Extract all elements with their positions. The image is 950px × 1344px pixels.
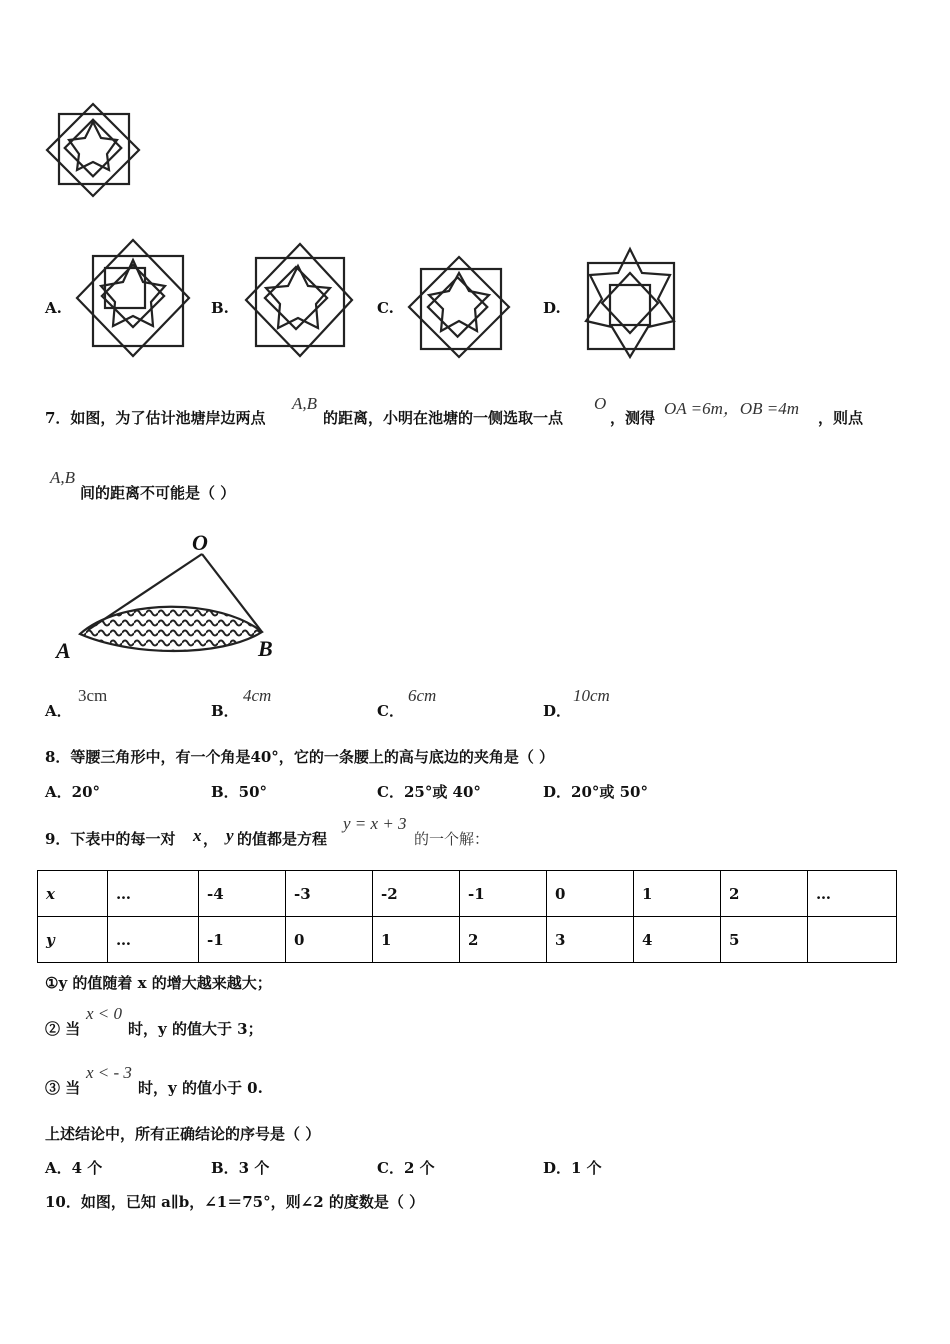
q7-text-part2: 的距离，小明在池塘的一侧选取一点 xyxy=(323,409,564,427)
q10-text: 10．如图，已知 a∥b，∠1＝75°，则∠2 的度数是（ ） xyxy=(45,1193,425,1211)
q7-math-ab: A,B xyxy=(292,394,318,413)
table-cell: -2 xyxy=(373,871,460,917)
table-cell: -1 xyxy=(460,871,547,917)
q6-option-b-label[interactable]: B. xyxy=(211,299,229,317)
figure-label-b: B xyxy=(258,636,273,661)
q9-var-y: y xyxy=(226,826,234,845)
q7-option-a-value[interactable]: 3cm xyxy=(78,686,108,705)
table-cell: -4 xyxy=(199,871,286,917)
table-cell: -3 xyxy=(286,871,373,917)
q6-option-c-label[interactable]: C. xyxy=(377,299,394,317)
table-cell: … xyxy=(808,871,897,917)
q7-text-part1: 7．如图，为了估计池塘岸边两点 xyxy=(45,409,266,427)
q8-option-d[interactable]: D．20°或 50° xyxy=(543,783,648,801)
q7-math-o: O xyxy=(594,394,607,413)
table-cell: 1 xyxy=(373,917,460,963)
q7-math-ab2: A,B xyxy=(50,468,76,487)
q7-option-d-value[interactable]: 10cm xyxy=(573,686,610,705)
table-cell: 1 xyxy=(634,871,721,917)
q9-statement-3-condition: x < - 3 xyxy=(86,1063,132,1082)
pond-figure xyxy=(50,528,290,668)
q9-comma: ， xyxy=(203,830,219,848)
q9-option-c[interactable]: C．2 个 xyxy=(377,1159,435,1177)
q9-text-part1: 9．下表中的每一对 xyxy=(45,830,176,848)
q8-option-a[interactable]: A．20° xyxy=(45,783,101,801)
table-cell: x xyxy=(38,871,108,917)
q7-math-measure: OA =6m，OB =4m xyxy=(664,399,800,418)
table-cell: 5 xyxy=(721,917,808,963)
q9-option-a[interactable]: A．4 个 xyxy=(45,1159,103,1177)
q9-statement-1: ①y 的值随着 x 的增大越来越大； xyxy=(45,974,272,992)
q9-statement-2-prefix: ② 当 xyxy=(45,1020,81,1038)
q7-option-b-letter[interactable]: B． xyxy=(211,702,239,720)
figure-label-a: A xyxy=(56,638,71,663)
q7-text-line2: 间的距离不可能是（ ） xyxy=(80,484,236,502)
q9-statement-2-suffix: 时，y 的值大于 3； xyxy=(128,1020,263,1038)
table-cell: 0 xyxy=(547,871,634,917)
q9-statement-2-condition: x < 0 xyxy=(86,1004,123,1023)
q9-text-part3: 的一个解： xyxy=(414,830,490,848)
q8-text: 8．等腰三角形中，有一个角是40°，它的一条腰上的高与底边的夹角是（ ） xyxy=(45,748,555,766)
q7-option-b-value[interactable]: 4cm xyxy=(243,686,272,705)
q8-option-c[interactable]: C．25°或 40° xyxy=(377,783,481,801)
q8-option-b[interactable]: B．50° xyxy=(211,783,268,801)
q9-var-x: x xyxy=(193,826,202,845)
table-row-x xyxy=(38,871,897,917)
table-cell: -1 xyxy=(199,917,286,963)
q6-option-d-figure[interactable] xyxy=(570,245,688,363)
q9-statement-3-prefix: ③ 当 xyxy=(45,1079,81,1097)
values-table xyxy=(37,870,897,963)
q7-text-part4: ，则点 xyxy=(818,409,864,427)
q7-option-a-letter[interactable]: A． xyxy=(45,702,72,720)
q9-option-d[interactable]: D．1 个 xyxy=(543,1159,602,1177)
table-cell: 2 xyxy=(460,917,547,963)
q9-question: 上述结论中，所有正确结论的序号是（ ） xyxy=(45,1125,321,1143)
q9-option-b[interactable]: B．3 个 xyxy=(211,1159,270,1177)
q7-option-c-value[interactable]: 6cm xyxy=(408,686,437,705)
table-cell: y xyxy=(38,917,108,963)
q6-option-a-figure[interactable] xyxy=(75,238,190,358)
table-cell: 0 xyxy=(286,917,373,963)
figure-label-o: O xyxy=(192,530,208,555)
table-cell: … xyxy=(108,917,199,963)
q7-option-d-letter[interactable]: D． xyxy=(543,702,572,720)
q7-text-part3: ，测得 xyxy=(610,409,656,427)
reference-pattern-figure xyxy=(45,100,145,200)
q9-statement-3-suffix: 时，y 的值小于 0. xyxy=(138,1079,263,1097)
q6-option-d-label[interactable]: D. xyxy=(543,299,561,317)
table-cell: 2 xyxy=(721,871,808,917)
table-cell: … xyxy=(108,871,199,917)
q6-option-b-figure[interactable] xyxy=(240,242,355,362)
table-cell xyxy=(808,917,897,963)
table-row-y xyxy=(38,917,897,963)
q7-option-c-letter[interactable]: C． xyxy=(377,702,404,720)
q9-equation: y = x + 3 xyxy=(343,814,407,833)
table-cell: 3 xyxy=(547,917,634,963)
q6-option-a-label[interactable]: A. xyxy=(45,299,62,317)
table-cell: 4 xyxy=(634,917,721,963)
q9-text-part2: 的值都是方程 xyxy=(237,830,328,848)
q6-option-c-figure[interactable] xyxy=(405,255,517,360)
